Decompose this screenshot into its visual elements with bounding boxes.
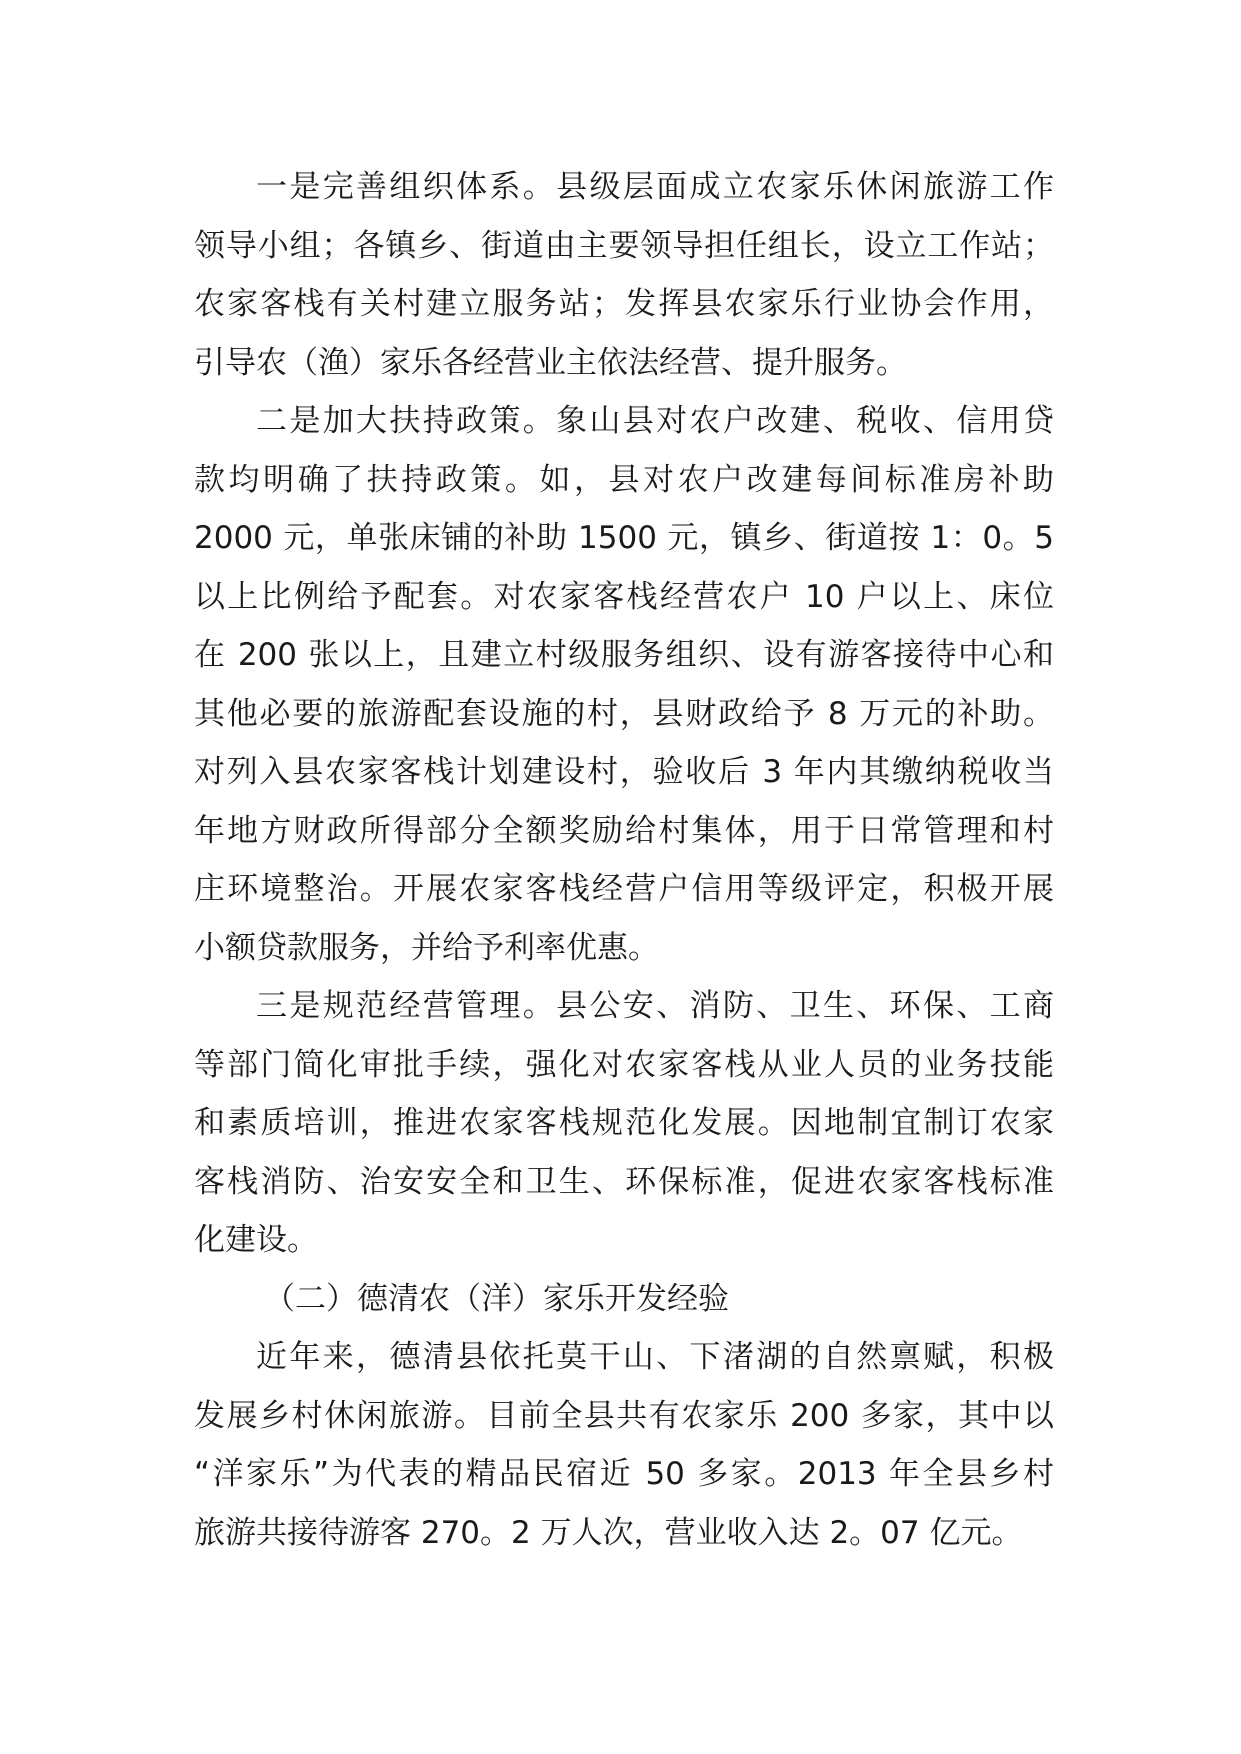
text-line: 化建设。 <box>194 1222 318 1258</box>
document-body <box>194 158 1054 1562</box>
text-line: 和素质培训，推进农家客栈规范化发展。因地制宜制订农家 <box>194 1105 1054 1141</box>
paragraph-management <box>194 977 1054 1270</box>
text-line: 等部门简化审批手续，强化对农家客栈从业人员的业务技能 <box>194 1046 1054 1083</box>
text-line: 农家客栈有关村建立服务站；发挥县农家乐行业协会作用， <box>194 286 1054 322</box>
text-line: 其他必要的旅游配套设施的村，县财政给予 8 万元的补助。 <box>194 695 1054 732</box>
text-line: 小额贷款服务，并给予利率优惠。 <box>194 929 659 966</box>
text-line: 近年来，德清县依托莫干山、下渚湖的自然禀赋，积极 <box>256 1339 1054 1375</box>
text-line: 2000 元，单张床铺的补助 1500 元，镇乡、街道按 1：0。5 <box>194 520 1054 556</box>
text-line: 引导农（渔）家乐各经营业主依法经营、提升服务。 <box>194 344 907 381</box>
section-heading <box>194 1270 1054 1329</box>
text-line: 对列入县农家客栈计划建设村，验收后 3 年内其缴纳税收当 <box>194 754 1054 790</box>
paragraph-policy <box>194 392 1054 977</box>
text-line: 发展乡村休闲旅游。目前全县共有农家乐 200 多家，其中以 <box>194 1397 1054 1434</box>
text-line: 年地方财政所得部分全额奖励给村集体，用于日常管理和村 <box>194 812 1054 849</box>
text-line: 二是加大扶持政策。象山县对农户改建、税收、信用贷 <box>256 403 1054 439</box>
text-line: 款均明确了扶持政策。如，县对农户改建每间标准房补助 <box>194 461 1054 498</box>
text-line: 在 200 张以上，且建立村级服务组织、设有游客接待中心和 <box>194 637 1054 673</box>
text-line: 领导小组；各镇乡、街道由主要领导担任组长，设立工作站； <box>194 227 1054 264</box>
paragraph-deqing <box>194 1328 1054 1562</box>
text-line: 庄环境整治。开展农家客栈经营户信用等级评定，积极开展 <box>194 871 1054 907</box>
text-line: 三是规范经营管理。县公安、消防、卫生、环保、工商 <box>256 988 1054 1024</box>
text-line: 一是完善组织体系。县级层面成立农家乐休闲旅游工作 <box>256 169 1054 205</box>
paragraph-organization <box>194 158 1054 392</box>
section-heading-text: （二）德清农（洋）家乐开发经验 <box>264 1280 729 1317</box>
text-line: 客栈消防、治安安全和卫生、环保标准，促进农家客栈标准 <box>194 1163 1054 1200</box>
text-line: 以上比例给予配套。对农家客栈经营农户 10 户以上、床位 <box>194 578 1054 615</box>
text-line: “洋家乐”为代表的精品民宿近 50 多家。2013 年全县乡村 <box>194 1456 1054 1492</box>
text-line: 旅游共接待游客 270。2 万人次，营业收入达 2。07 亿元。 <box>194 1514 1023 1551</box>
